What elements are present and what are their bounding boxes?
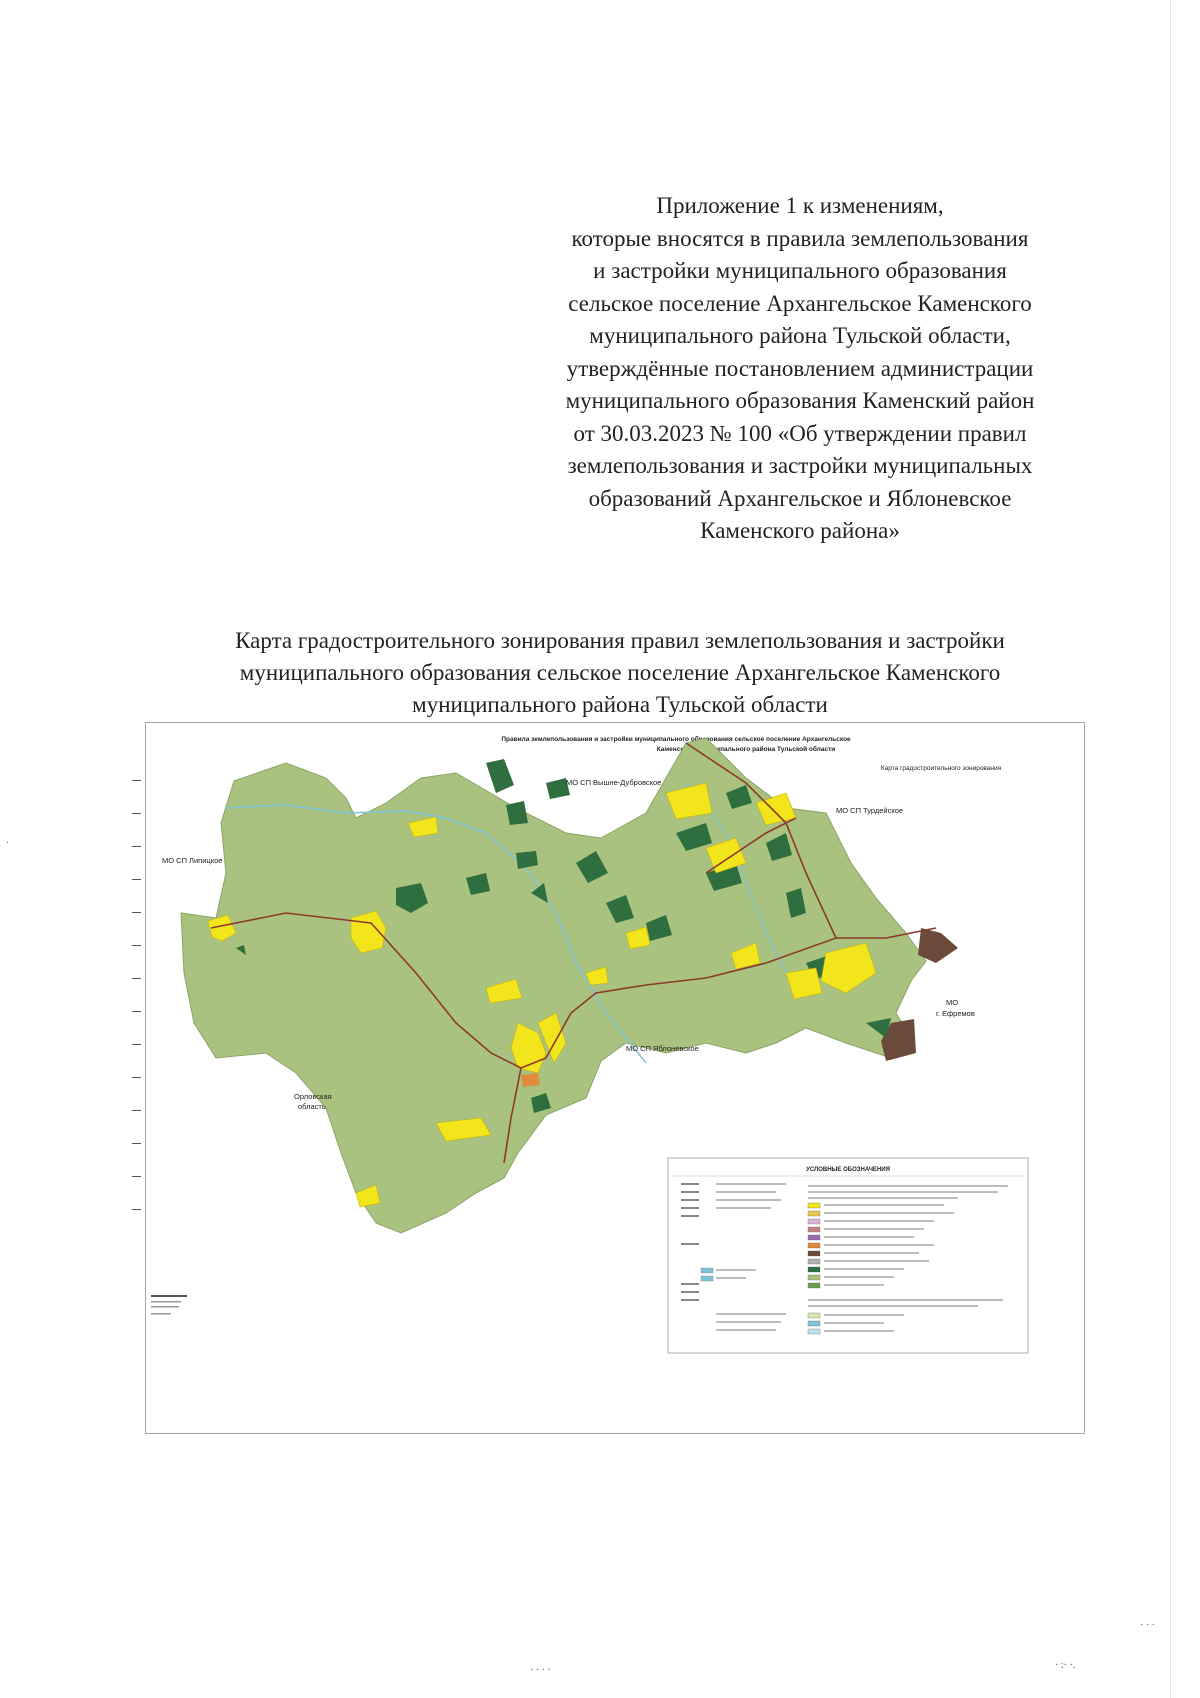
label-orlovskaya-2: область xyxy=(298,1102,326,1111)
header-line: образований Архангельское и Яблоневское xyxy=(588,485,1012,511)
legend-title: УСЛОВНЫЕ ОБОЗНАЧЕНИЯ xyxy=(806,1167,890,1173)
label-turdeyskoe: МО СП Турдейское xyxy=(836,806,904,815)
header-line: муниципального образования Каменский район xyxy=(565,388,1035,413)
title-line: муниципального района Тульской области xyxy=(412,692,828,717)
header-line: утверждённые постановлением администрации xyxy=(566,355,1034,381)
header-line: землепользования и застройки муниципальных xyxy=(567,453,1033,478)
label-lipitskoe: МО СП Липицкое xyxy=(162,856,223,865)
header-line: от 30.03.2023 № 100 «Об утверждении правил xyxy=(573,420,1027,446)
scale-bar xyxy=(151,1295,187,1315)
label-efremov-city: г. Ефремов xyxy=(936,1009,975,1018)
zoning-map-svg xyxy=(146,723,1084,1433)
page-edge-shadow xyxy=(1170,0,1171,1698)
header-line: Каменского района» xyxy=(700,518,900,543)
header-line: сельское поселение Архангельское Каменского xyxy=(568,290,1032,316)
scan-speck: · · · · xyxy=(530,1665,551,1676)
title-line: муниципального образования сельское поселение Архангельское Каменского xyxy=(239,660,1001,685)
label-vyshne-dubrovskoe: МО СП Вышне-Дубровское xyxy=(566,778,662,787)
header-line: которые вносятся в правила землепользования xyxy=(571,225,1029,251)
scan-speck: · :· ·. xyxy=(1055,1660,1076,1671)
label-yablonevskoe: МО СП Яблоневское xyxy=(626,1044,699,1053)
scan-speck: · · · xyxy=(1140,1620,1155,1631)
label-orlovskaya: Орловская xyxy=(294,1092,332,1101)
header-line: и застройки муниципального образования xyxy=(593,258,1007,283)
map-title xyxy=(140,625,1100,721)
appendix-header xyxy=(500,190,1100,548)
industrial-zone xyxy=(521,1073,540,1087)
header-line: Приложение 1 к изменениям, xyxy=(656,193,944,218)
zoning-map xyxy=(145,722,1085,1434)
label-efremov-mo: МО xyxy=(946,998,959,1007)
map-legend xyxy=(668,1158,1028,1353)
title-line: Карта градостроительного зонирования правил землепользования и застройки xyxy=(235,628,1005,653)
header-line: муниципального района Тульской области, xyxy=(589,323,1011,348)
map-inner-subtitle: Карта градостроительного зонирования xyxy=(880,765,1002,772)
scan-speck: · xyxy=(6,838,10,849)
map-inner-title: Правила землепользования и застройки муниципального образования сельское поселение Архангельское xyxy=(501,736,851,743)
map-inner-title-2: Каменского муниципального района Тульской области xyxy=(656,746,836,753)
